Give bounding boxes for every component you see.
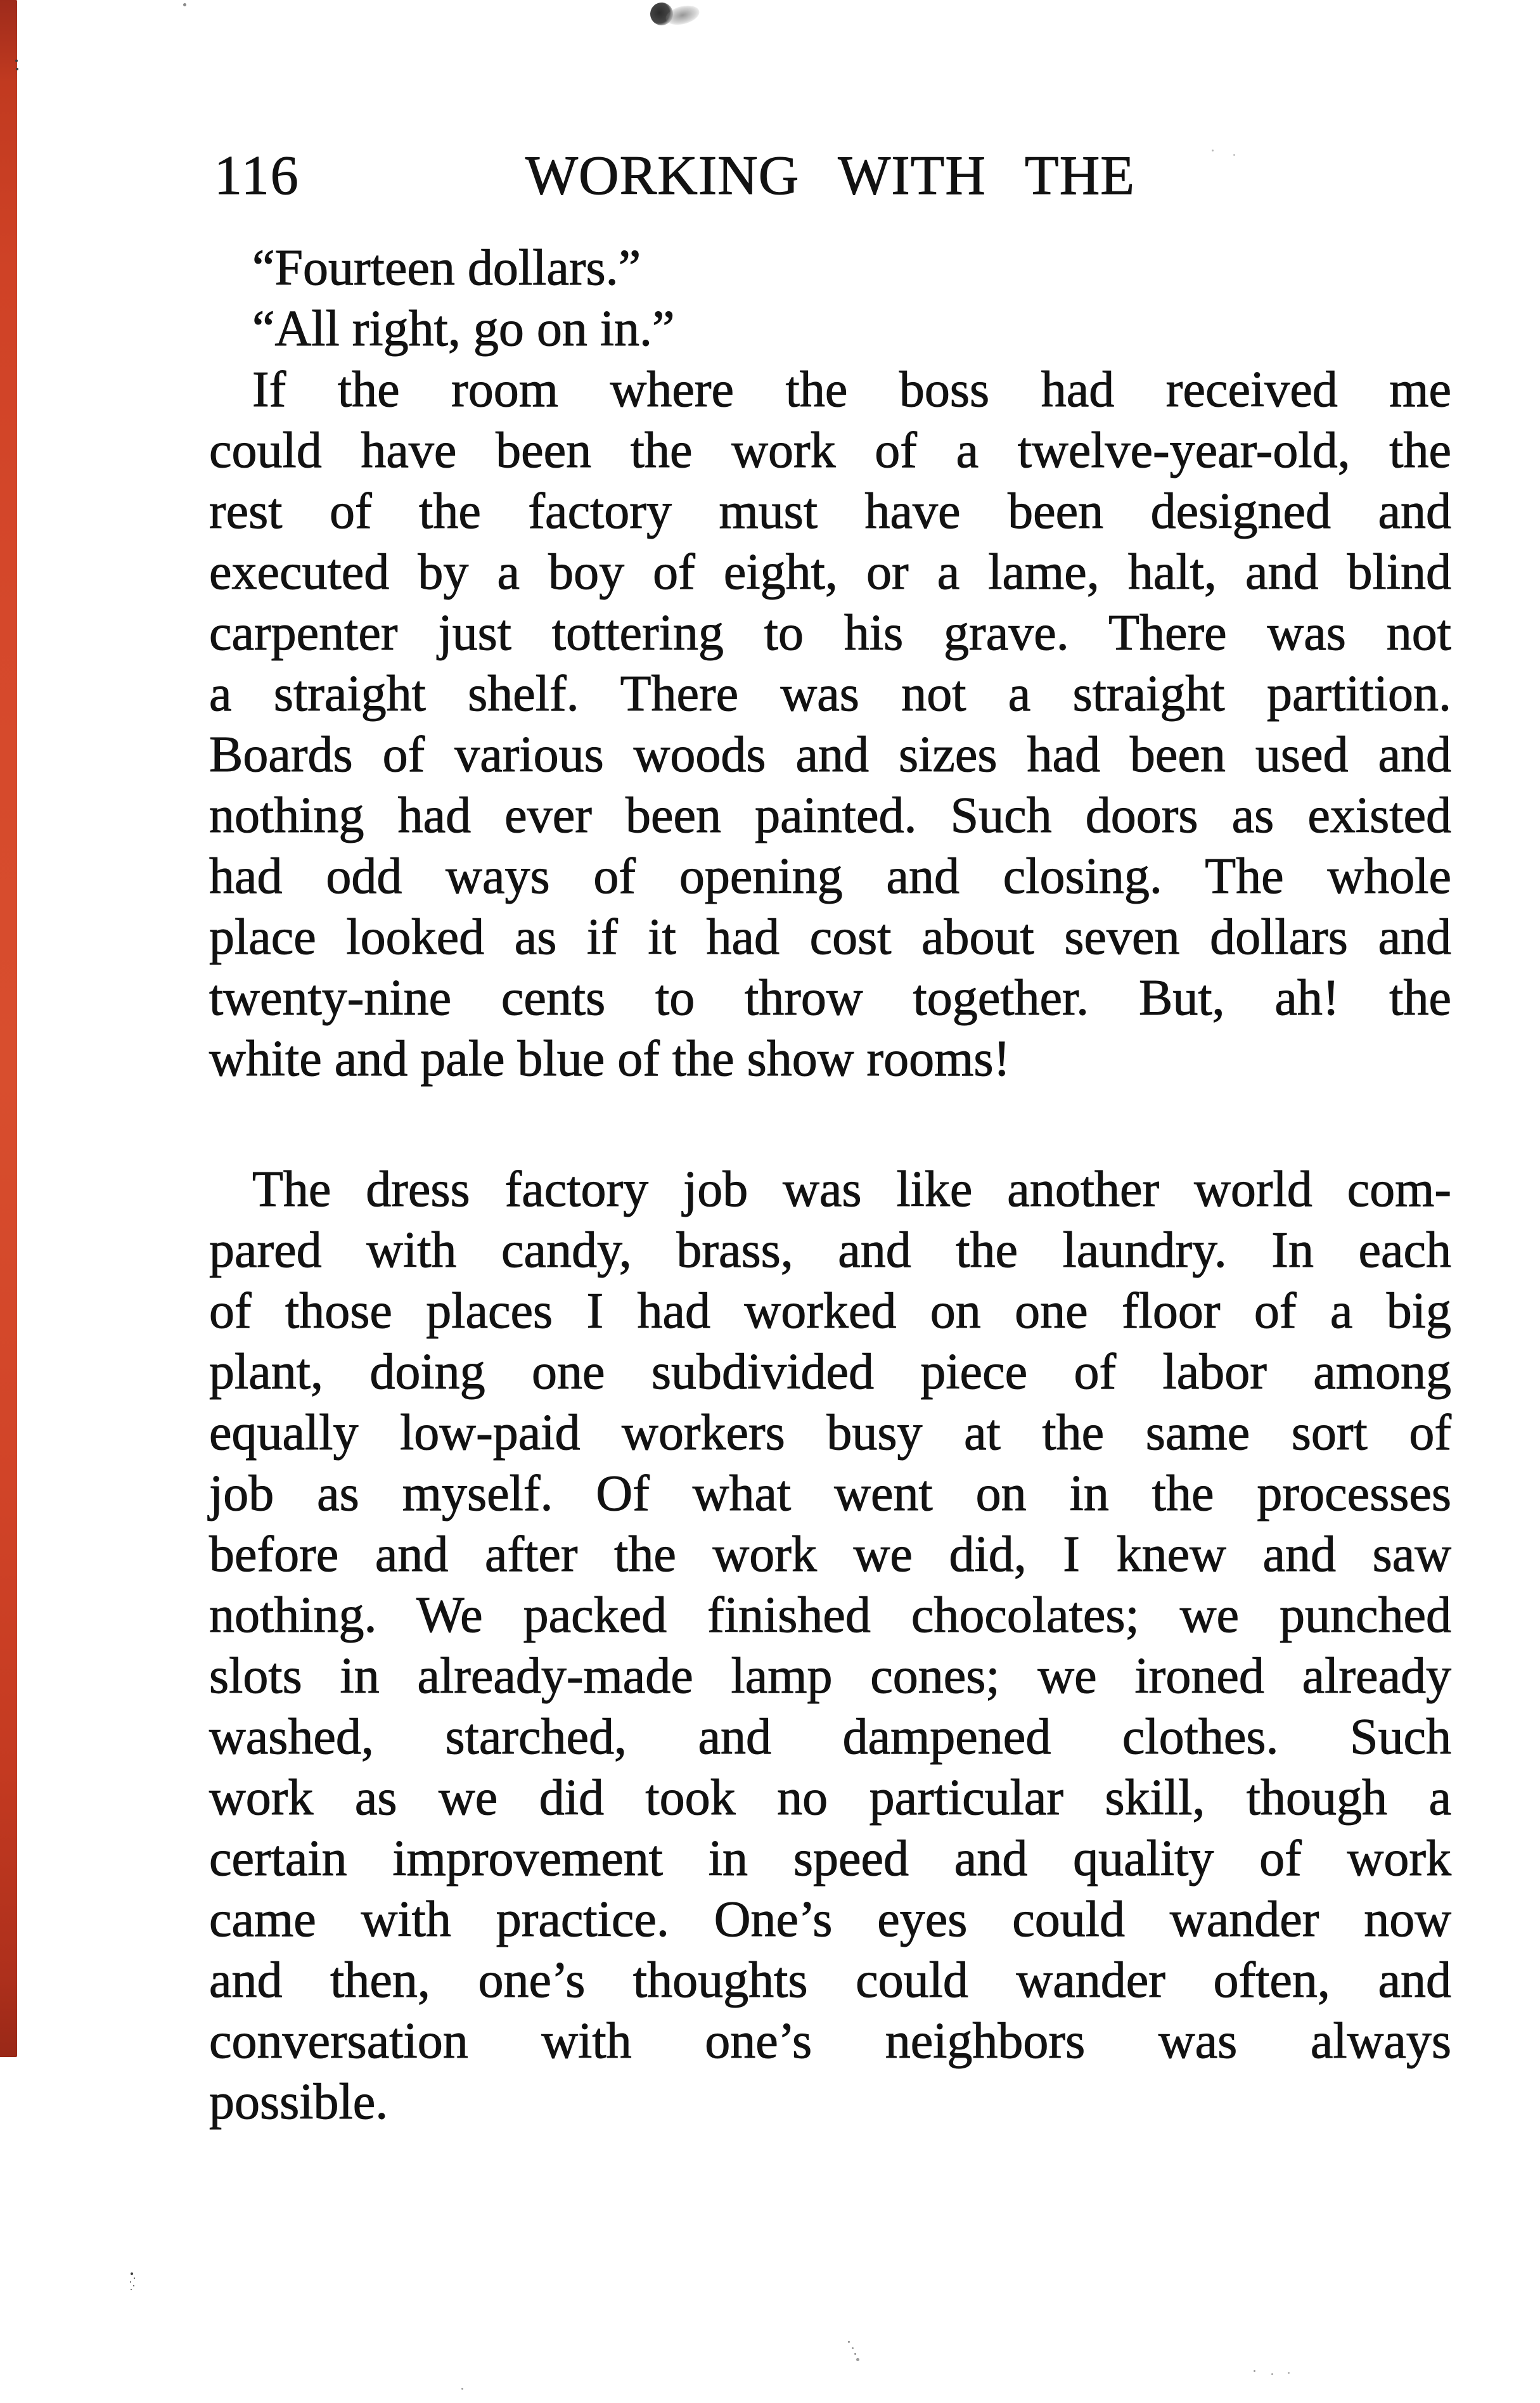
- running-header: WORKING WITH THE: [525, 145, 1135, 207]
- text-line: and then, one’s thoughts could wander often, and: [209, 1952, 1451, 2008]
- text-line: possible.: [209, 2074, 388, 2130]
- text-line: carpenter just tottering to his grave. There was not: [209, 605, 1451, 661]
- scan-speck: [131, 2272, 133, 2275]
- text-line: a straight shelf. There was not a straight partition.: [209, 666, 1451, 722]
- text-line: of those places I had worked on one floor of a big: [209, 1283, 1451, 1339]
- text-line: certain improvement in speed and quality of work: [209, 1831, 1451, 1887]
- text-line: “All right, go on in.”: [252, 301, 675, 357]
- text-line: Boards of various woods and sizes had been used and: [209, 727, 1451, 783]
- scan-speck: [183, 3, 186, 6]
- scan-speck: [461, 2388, 463, 2390]
- paragraph: [209, 238, 1451, 298]
- text-line: If the room where the boss had received me: [252, 362, 1451, 418]
- text-line: nothing. We packed finished chocolates; we punched: [209, 1587, 1451, 1643]
- text-line: came with practice. One’s eyes could wander now: [209, 1892, 1451, 1947]
- text-line: The dress factory job was like another world com-: [252, 1162, 1451, 1217]
- text-line: equally low-paid workers busy at the same sort of: [209, 1405, 1451, 1461]
- text-line: twenty-nine cents to throw together. But, ah! the: [209, 970, 1451, 1026]
- text-line: white and pale blue of the show rooms!: [209, 1031, 1011, 1087]
- paragraph: [209, 1159, 1451, 2132]
- text-line: rest of the factory must have been designed and: [209, 484, 1451, 539]
- text-line: before and after the work we did, I knew and saw: [209, 1527, 1451, 1582]
- paragraph: [209, 359, 1451, 1089]
- scan-speck: [848, 2341, 850, 2343]
- page-number: 116: [214, 145, 300, 207]
- text-line: pared with candy, brass, and the laundry. In each: [209, 1222, 1451, 1278]
- body-text: [209, 238, 1451, 2132]
- text-line: washed, starched, and dampened clothes. Such: [209, 1709, 1451, 1765]
- scan-speck: [1212, 150, 1214, 151]
- text-line: work as we did took no particular skill, though a: [209, 1770, 1451, 1826]
- page-edge-stain: [0, 0, 17, 2057]
- text-line: job as myself. Of what went on in the processes: [209, 1466, 1451, 1522]
- text-line: place looked as if it had cost about seven dollars and: [209, 909, 1451, 965]
- text-line: could have been the work of a twelve-year-old, the: [209, 423, 1451, 478]
- text-line: “Fourteen dollars.”: [252, 240, 641, 296]
- text-line: nothing had ever been painted. Such doors as existed: [209, 788, 1451, 843]
- text-line: slots in already-made lamp cones; we ironed already: [209, 1648, 1451, 1704]
- text-line: had odd ways of opening and closing. The whole: [209, 849, 1451, 904]
- text-line: conversation with one’s neighbors was always: [209, 2013, 1451, 2069]
- scan-speck: [15, 60, 18, 62]
- page-header: [209, 146, 1451, 207]
- paragraph: [209, 298, 1451, 359]
- ink-smudge: [650, 0, 705, 33]
- scan-speck: [1254, 2370, 1255, 2372]
- text-line: executed by a boy of eight, or a lame, halt, and blind: [209, 544, 1451, 600]
- text-line: plant, doing one subdivided piece of labor among: [209, 1344, 1451, 1400]
